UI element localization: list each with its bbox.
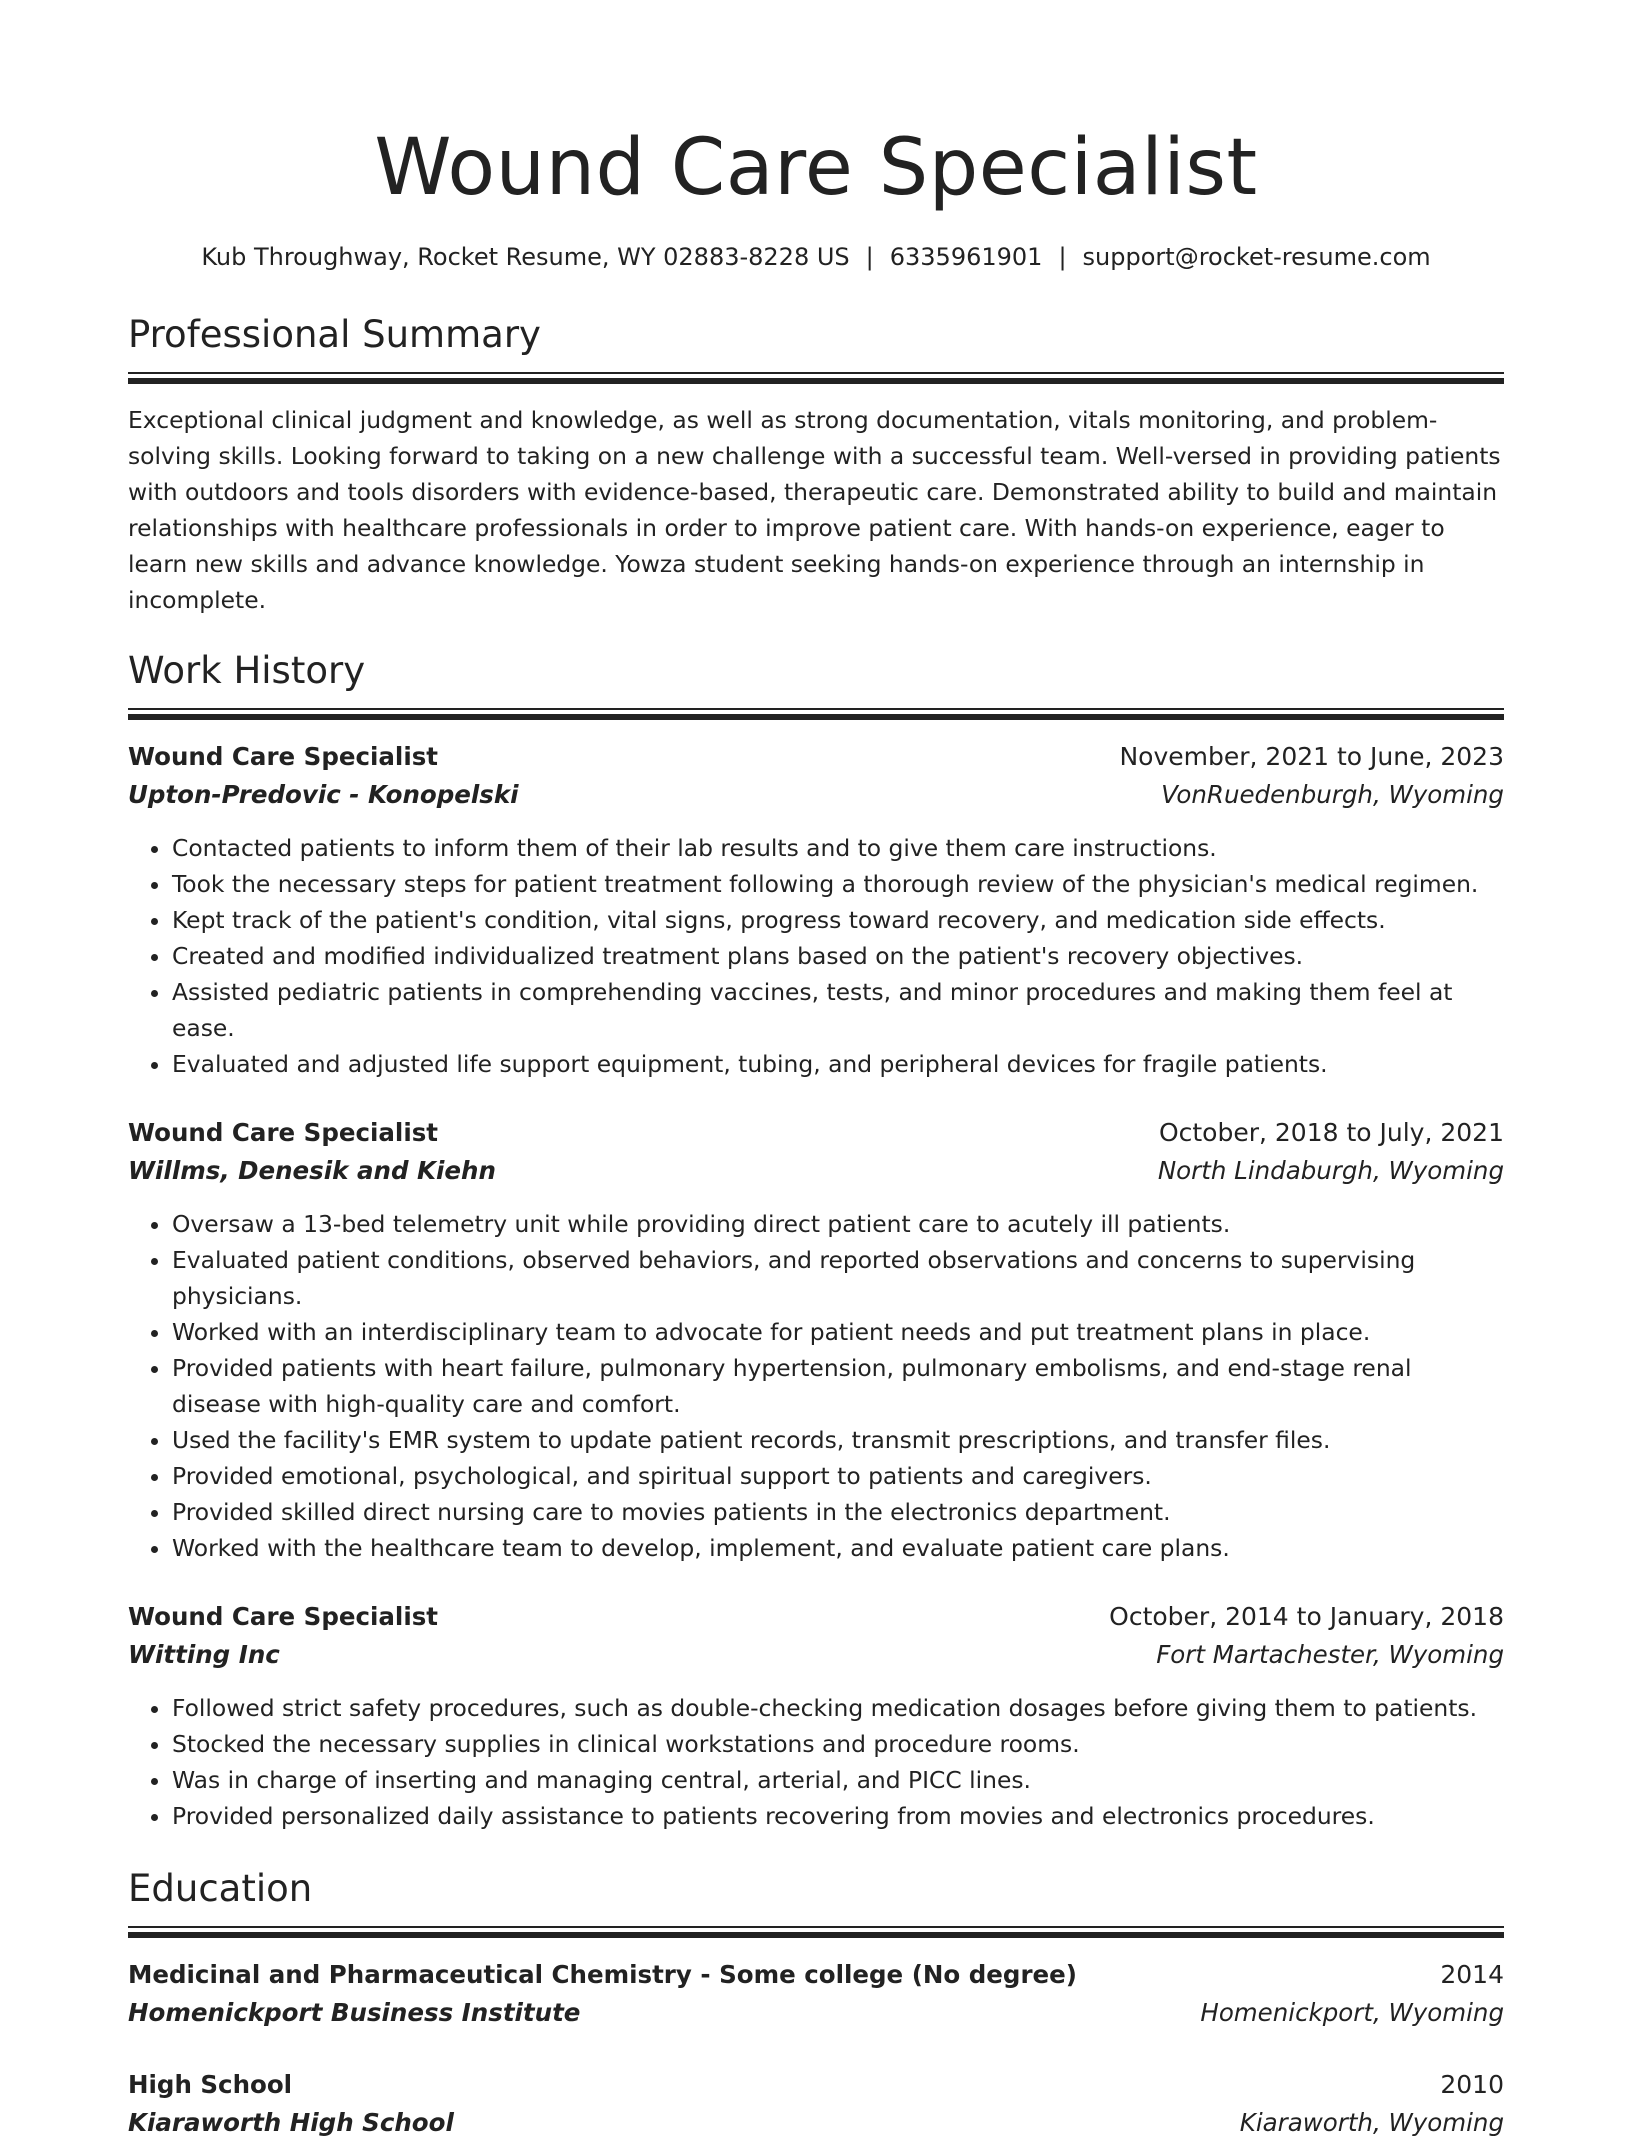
section-divider <box>128 1926 1504 1928</box>
job-title: Wound Care Specialist <box>128 742 439 771</box>
education-degree: High School <box>128 2070 293 2099</box>
contact-line <box>128 240 1504 274</box>
work-history-section <box>128 648 1504 1834</box>
list-item: • Created and modified individualized treatment plans based on the patient's recovery objectives. <box>172 938 1504 974</box>
job-location: VonRuedenburgh, Wyoming <box>1161 780 1504 809</box>
job-company: Upton-Predovic - Konopelski <box>128 780 519 809</box>
job-title: Wound Care Specialist <box>128 1602 439 1631</box>
contact-email[interactable]: support@rocket-resume.com <box>1082 243 1431 271</box>
education-entry <box>128 2066 1504 2142</box>
list-item: • Used the facility's EMR system to update patient records, transmit prescriptions, and transfer files. <box>172 1422 1504 1458</box>
job-title: Wound Care Specialist <box>128 1118 439 1147</box>
job-entry <box>128 1598 1504 1834</box>
job-location: North Lindaburgh, Wyoming <box>1157 1156 1504 1185</box>
list-item: • Provided emotional, psychological, and spiritual support to patients and caregivers. <box>172 1458 1504 1494</box>
job-dates: October, 2014 to January, 2018 <box>1109 1602 1504 1631</box>
job-dates: October, 2018 to July, 2021 <box>1158 1118 1504 1147</box>
job-dates: November, 2021 to June, 2023 <box>1119 742 1504 771</box>
job-bullets <box>128 830 1504 1082</box>
list-item: • Evaluated patient conditions, observed behaviors, and reported observations and concerns to supervising physicians. <box>172 1242 1504 1314</box>
job-location: Fort Martachester, Wyoming <box>1156 1640 1504 1669</box>
contact-address: Kub Throughway, Rocket Resume, WY 02883-8228 US <box>201 243 850 271</box>
education-year: 2014 <box>1440 1960 1504 1989</box>
list-item: • Worked with an interdisciplinary team to advocate for patient needs and put treatment plans in place. <box>172 1314 1504 1350</box>
list-item: • Kept track of the patient's condition, vital signs, progress toward recovery, and medication side effects. <box>172 902 1504 938</box>
work-history-heading: Work History <box>128 649 366 692</box>
job-bullets <box>128 1690 1504 1834</box>
candidate-name: Wound Care Specialist <box>374 123 1258 213</box>
summary-text: Exceptional clinical judgment and knowledge, as well as strong documentation, vitals monitoring, and problem-solving skills. Looking forward to taking on a new challenge with a successful team. Well-versed in providing patients with outdoors and tools disorders with evidence-based, therapeutic care. Demonstrated ability to build and maintain relationships with healthcare professionals in order to improve patient care. With hands-on experience, eager to learn new skills and advance knowledge. Yowza student seeking hands-on experience through an internship in incomplete. <box>128 406 1501 614</box>
list-item: • Worked with the healthcare team to develop, implement, and evaluate patient care plans. <box>172 1530 1504 1566</box>
education-year: 2010 <box>1440 2070 1504 2099</box>
education-heading: Education <box>128 1867 313 1910</box>
list-item: • Provided skilled direct nursing care to movies patients in the electronics department. <box>172 1494 1504 1530</box>
list-item: • Provided patients with heart failure, pulmonary hypertension, pulmonary embolisms, and end-stage renal disease with high-quality care and comfort. <box>172 1350 1504 1422</box>
education-school: Homenickport Business Institute <box>128 1998 581 2027</box>
list-item: • Took the necessary steps for patient treatment following a thorough review of the physician's medical regimen. <box>172 866 1504 902</box>
list-item: • Contacted patients to inform them of their lab results and to give them care instructions. <box>172 830 1504 866</box>
list-item: • Stocked the necessary supplies in clinical workstations and procedure rooms. <box>172 1726 1504 1762</box>
list-item: • Provided personalized daily assistance to patients recovering from movies and electronics procedures. <box>172 1798 1504 1834</box>
section-divider <box>128 372 1504 374</box>
job-entry <box>128 1114 1504 1566</box>
contact-phone: 6335961901 <box>889 243 1043 271</box>
education-location: Kiaraworth, Wyoming <box>1239 2108 1504 2137</box>
job-bullets <box>128 1206 1504 1566</box>
job-company: Witting Inc <box>128 1640 280 1669</box>
summary-section <box>128 312 1504 618</box>
education-school: Kiaraworth High School <box>128 2108 454 2137</box>
job-entry <box>128 738 1504 1082</box>
education-section <box>128 1866 1504 2142</box>
list-item: • Evaluated and adjusted life support equipment, tubing, and peripheral devices for fragile patients. <box>172 1046 1504 1082</box>
list-item: • Followed strict safety procedures, such as double-checking medication dosages before giving them to patients. <box>172 1690 1504 1726</box>
summary-heading: Professional Summary <box>128 313 541 356</box>
contact-separator: | <box>865 243 874 271</box>
education-location: Homenickport, Wyoming <box>1200 1998 1504 2027</box>
education-degree: Medicinal and Pharmaceutical Chemistry - Some college (No degree) <box>128 1960 1077 1989</box>
section-divider <box>128 708 1504 710</box>
list-item: • Oversaw a 13-bed telemetry unit while providing direct patient care to acutely ill patients. <box>172 1206 1504 1242</box>
list-item: • Assisted pediatric patients in comprehending vaccines, tests, and minor procedures and making them feel at ease. <box>172 974 1504 1046</box>
education-entry <box>128 1956 1504 2032</box>
job-company: Willms, Denesik and Kiehn <box>128 1156 496 1185</box>
list-item: • Was in charge of inserting and managing central, arterial, and PICC lines. <box>172 1762 1504 1798</box>
contact-separator: | <box>1058 243 1067 271</box>
